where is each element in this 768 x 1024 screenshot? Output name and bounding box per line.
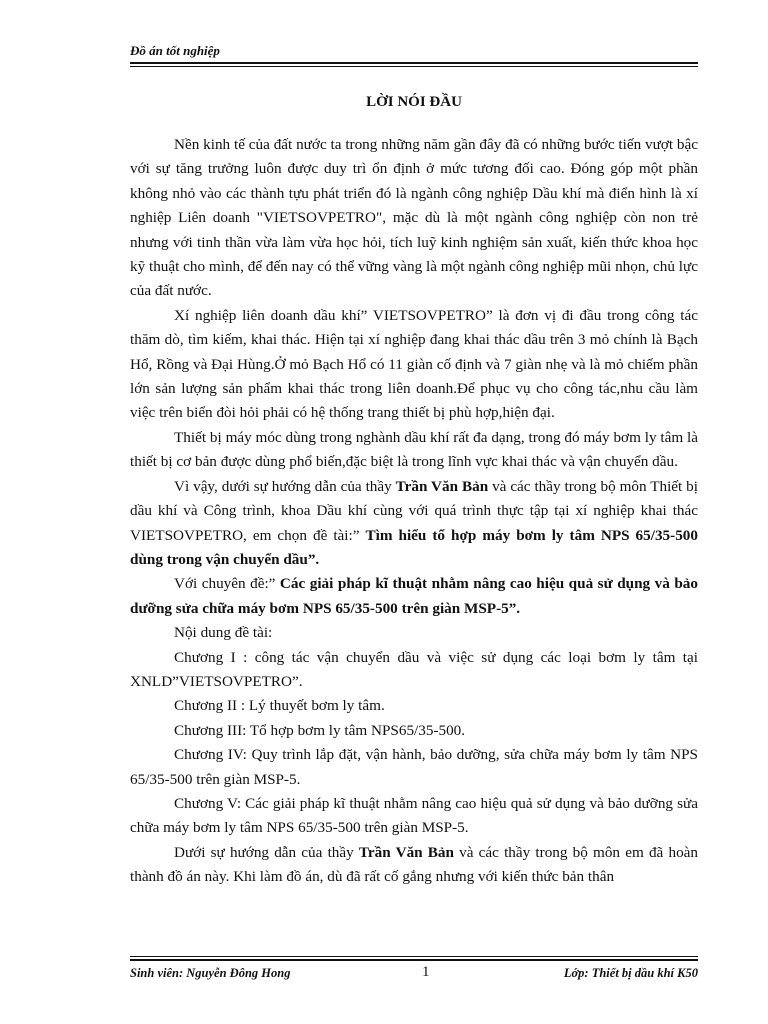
- advisor-name-2: Trần Văn Bản: [358, 843, 454, 861]
- paragraph-topic: [130, 475, 698, 573]
- paragraph-vietsovpetro: Xí nghiệp liên doanh dầu khí” VIETSOVPETRO” là đơn vị đi đầu trong công tác thăm dò, tìm kiếm, khai thác. Hiện tại xí nghiệp đang khai thác dầu trên 3 mỏ chính là Bạch Hổ, Rồng và Đại Hùng.Ở mỏ Bạch Hổ có 11 giàn cố định và 7 giàn nhẹ và là mỏ chiếm phần lớn sản lượng sản phẩm khai thác trong liên doanh.Để phục vụ cho công tác,nhu cầu làm việc trên biển đòi hỏi phải có hệ thống trang thiết bị phù hợp,hiện đại.: [130, 306, 698, 422]
- body-text: [130, 133, 698, 890]
- paragraph-topic-text-b: và các thầy trong bộ môn Thiết bị dầu khí và Công trình, khoa Dầu khí cùng với quá trình thực tập tại xí nghiệp khai thác VIETSOVPETRO, em chọn đề tài:”: [130, 477, 698, 544]
- header-title: Đồ án tốt nghiệp: [130, 43, 220, 58]
- paragraph-contents-label: Nội dung đề tài:: [174, 624, 273, 642]
- paragraph-specialty: [130, 572, 698, 621]
- chapter-3: Chương III: Tổ hợp bơm ly tâm NPS65/35-500.: [174, 721, 466, 739]
- page-footer: [130, 956, 698, 996]
- paragraph-ack-text-b: và các thầy trong bộ môn em đã hoàn thành đồ án này. Khi làm đồ án, dù đã rất cố gắng nhưng với kiến thức bản thân: [130, 843, 698, 886]
- advisor-name: Trần Văn Bản: [395, 477, 489, 495]
- paragraph-acknowledgement: [130, 841, 698, 890]
- page-header: [130, 40, 698, 64]
- footer-rule: [130, 956, 698, 957]
- chapter-2: Chương II : Lý thuyết bơm ly tâm.: [174, 697, 385, 715]
- paragraph-equipment: Thiết bị máy móc dùng trong nghành dầu khí rất đa dạng, trong đó máy bơm ly tâm là thiết bị cơ bản được dùng phổ biến,đặc biệt là trong lĩnh vực khai thác và vận chuyển dầu.: [130, 428, 698, 471]
- thesis-topic: Tìm hiểu tổ hợp máy bơm ly tâm NPS 65/35-500 dùng trong vận chuyển dầu”.: [130, 526, 698, 568]
- header-rule: [130, 62, 698, 64]
- chapter-5: Chương V: Các giải pháp kĩ thuật nhằm nâng cao hiệu quả sử dụng và bảo dưỡng sửa chữa máy bơm ly tâm NPS 65/35-500 trên giàn MSP-5.: [130, 794, 698, 837]
- paragraph-topic-text-a: Vì vậy, dưới sự hướng dẫn của thầy: [174, 477, 396, 495]
- chapter-1: Chương I : công tác vận chuyển dầu và việc sử dụng các loại bơm ly tâm tại XNLD”VIETSOVPETRO”.: [130, 648, 698, 690]
- chapter-4: Chương IV: Quy trình lắp đặt, vận hành, bảo dưỡng, sửa chữa máy bơm ly tâm NPS 65/35-500 trên giàn MSP-5.: [130, 746, 698, 788]
- footer-class: Lớp: Thiết bị dầu khí K50: [563, 966, 698, 980]
- footer-student: Sinh viên: Nguyễn Đông Hong: [130, 966, 291, 980]
- specialty-topic: Các giải pháp kĩ thuật nhằm nâng cao hiệu quả sử dụng và bảo dưỡng sửa chữa máy bơm NPS 65/35-500 trên giàn MSP-5”.: [130, 575, 698, 617]
- header-rule-secondary: [130, 66, 698, 67]
- paragraph-specialty-text: Với chuyên đề:”: [174, 575, 280, 593]
- page-title: LỜI NÓI ĐẦU: [366, 94, 462, 110]
- paragraph-ack-text-a: Dưới sự hướng dẫn của thầy: [174, 843, 359, 861]
- footer-rule-secondary: [130, 959, 698, 961]
- paragraph-intro: Nền kinh tế của đất nước ta trong những năm gần đây đã có những bước tiến vượt bậc với sự tăng trưởng luôn được duy trì ổn định ở mức tương đối cao. Đóng góp một phần không nhỏ vào các thành tựu phát triển đó là ngành công nghiệp Dầu khí mà điển hình là xí nghiệp Liên doanh "VIETSOVPETRO", mặc dù là một ngành công nghiệp còn non trẻ nhưng với tinh thần vừa làm vừa học hỏi, tích luỹ kinh nghiệm sản xuất, kiến thức khoa học kỹ thuật cho mình, để đến nay có thể vững vàng là một ngành công nghiệp mũi nhọn, chủ lực của đất nước.: [130, 136, 698, 300]
- page-number: 1: [422, 964, 430, 980]
